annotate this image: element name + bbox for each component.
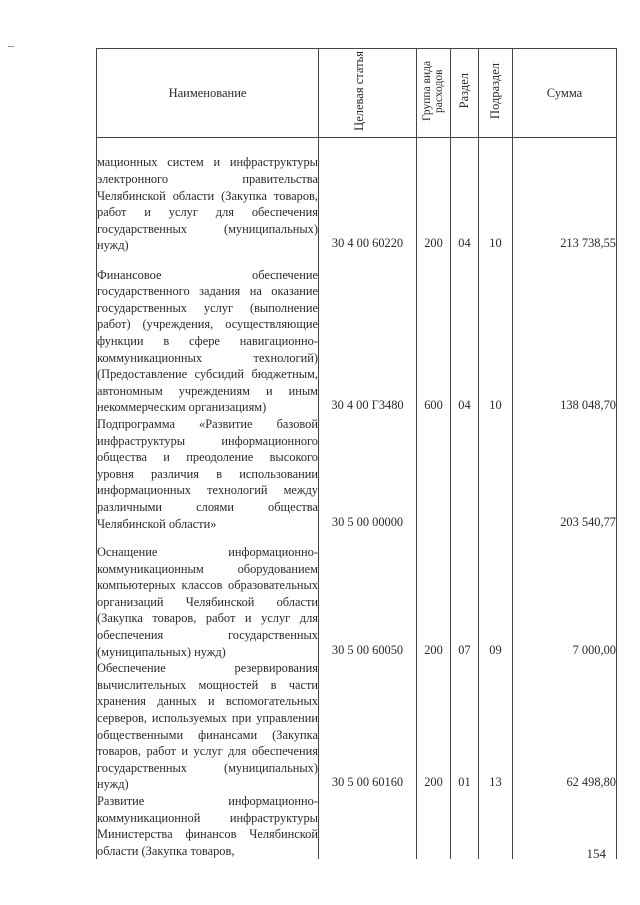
row-amount: 7 000,00 xyxy=(572,642,616,657)
row-name: Развитие информационно-коммуникационной инфраструктуры Министерства финансов Челябинской области (Закупка товаров, xyxy=(97,793,318,858)
table-row xyxy=(97,254,617,416)
row-name: Оснащение информационно-коммуникационным оборудованием компьютерных классов образовательных организаций Челябинской области (Закупка товаров, работ и услуг для обеспечения государственных (муниципальных) нужд) xyxy=(97,532,319,660)
table-row xyxy=(97,532,617,660)
col-header-group xyxy=(417,49,451,138)
table-row xyxy=(97,660,617,793)
scan-mark xyxy=(8,46,14,47)
row-section: 01 xyxy=(458,775,471,790)
table-row xyxy=(97,416,617,532)
table-row xyxy=(97,138,617,255)
col-header-section xyxy=(451,49,479,138)
row-subsection: 13 xyxy=(489,775,502,790)
row-target-code: 30 5 00 60160 xyxy=(331,775,404,790)
row-target-code: 30 5 00 00000 xyxy=(331,514,404,529)
row-amount: 138 048,70 xyxy=(560,398,616,413)
col-header-subsection xyxy=(479,49,513,138)
row-subsection xyxy=(479,857,512,859)
budget-table xyxy=(96,48,617,859)
row-section: 04 xyxy=(458,398,471,413)
row-target-code: 30 5 00 60050 xyxy=(331,642,404,657)
row-group: 200 xyxy=(424,775,443,790)
col-header-target xyxy=(319,49,417,138)
table-header-row xyxy=(97,49,617,138)
col-header-amount: Сумма xyxy=(513,49,617,138)
row-group: 200 xyxy=(424,236,443,251)
row-amount: 213 738,55 xyxy=(560,236,616,251)
col-header-name: Наименование xyxy=(97,49,319,138)
row-name: Обеспечение резервирования вычислительных мощностей в части хранения данных и вспомогательных серверов, используемых при управлении общественными финансами (Закупка товаров, работ и услуг для обеспечения государственных (муниципальных) нужд) xyxy=(97,661,318,792)
row-target-code: 30 4 00 Г3480 xyxy=(331,398,404,413)
row-subsection: 10 xyxy=(489,236,502,251)
row-subsection: 09 xyxy=(489,642,502,657)
page-number: 154 xyxy=(586,846,606,861)
row-subsection: 10 xyxy=(489,398,502,413)
row-section xyxy=(451,857,478,859)
row-name: Финансовое обеспечение государственного задания на оказание государственных услуг (выполнение работ) (учреждения, осуществляющие функции в сфере навигационно-коммуникационных технологий) (Предоставление субсидий бюджетным, автономным учреждениям и иным некоммерческим организациям) xyxy=(97,254,319,416)
row-target-code xyxy=(319,857,416,859)
row-target-code: 30 4 00 60220 xyxy=(331,236,404,251)
row-group xyxy=(417,857,450,859)
row-amount: 62 498,80 xyxy=(566,775,616,790)
col-header-subsection-text: Подраздел xyxy=(487,63,502,119)
row-section: 04 xyxy=(458,236,471,251)
row-name: Подпрограмма «Развитие базовой инфраструктуры информационного общества и преодоление высокого уровня различия в использовании информационных технологий между различными слоями общества Челябинской области» xyxy=(97,417,318,531)
col-header-group-text: Группа вида расходов xyxy=(420,60,445,122)
row-group: 200 xyxy=(424,642,443,657)
row-section: 07 xyxy=(458,642,471,657)
row-amount: 203 540,77 xyxy=(560,514,616,529)
col-header-section-text: Раздел xyxy=(456,73,471,109)
table-row xyxy=(97,793,617,859)
row-name: мационных систем и инфраструктуры электронного правительства Челябинской области (Закупка товаров, работ и услуг для обеспечения государственных (муниципальных) нужд) xyxy=(97,138,319,255)
row-group: 600 xyxy=(424,398,443,413)
col-header-target-text: Целевая статья xyxy=(351,51,366,131)
